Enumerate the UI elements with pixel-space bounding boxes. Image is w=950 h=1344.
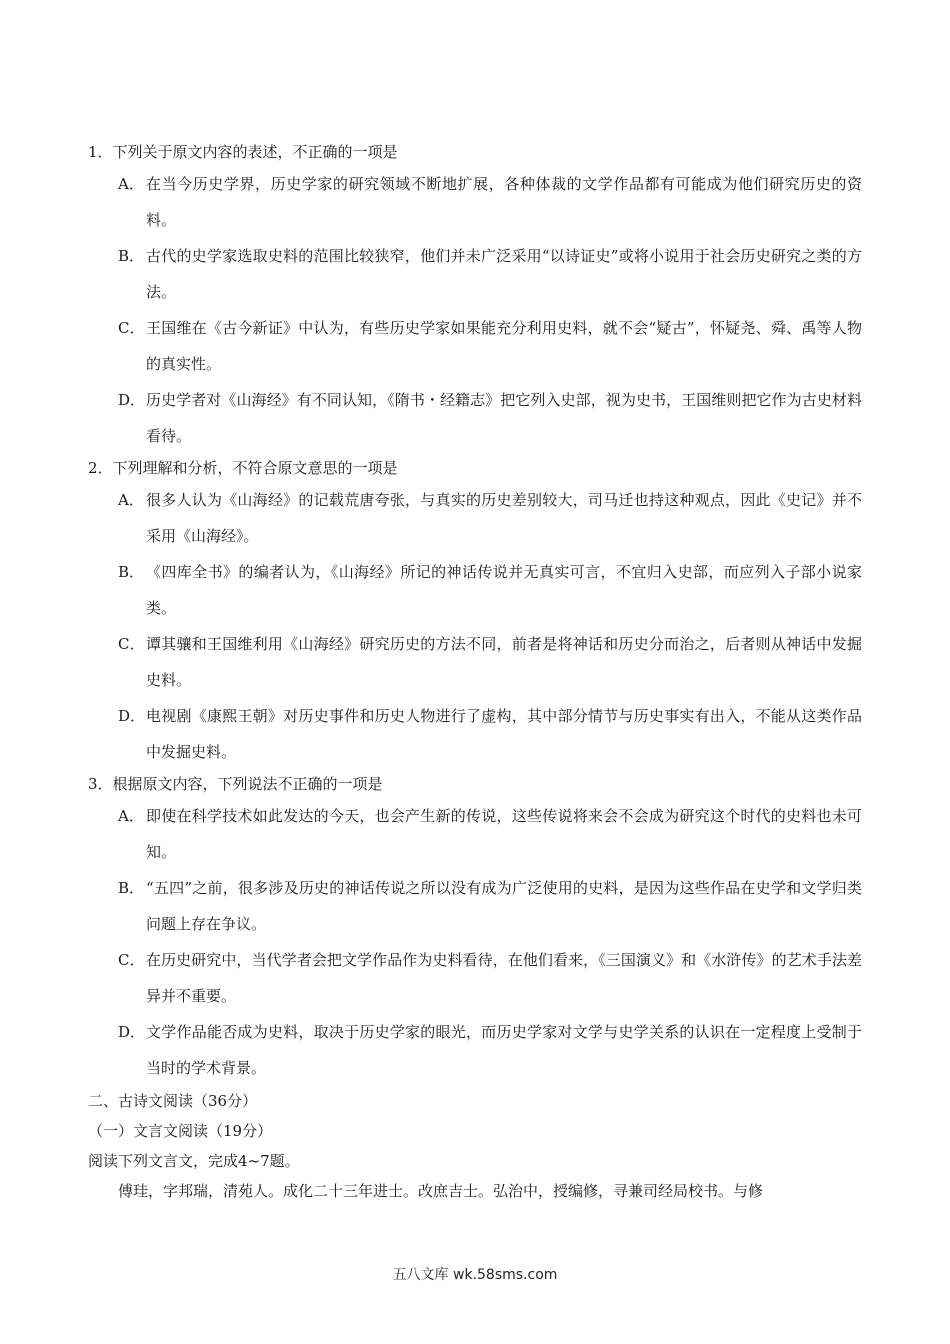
option-b [88, 238, 862, 310]
option-d [88, 382, 862, 454]
option-letter: B． [118, 247, 145, 265]
option-a [88, 482, 862, 554]
question-1 [88, 138, 862, 454]
option-letter: D． [118, 1023, 146, 1041]
option-a [88, 798, 862, 870]
option-letter: C． [118, 635, 145, 653]
option-letter: C． [118, 319, 145, 337]
section-heading: 二、古诗文阅读（36分） [88, 1092, 258, 1110]
option-text: 很多人认为《山海经》的记载荒唐夸张，与真实的历史差别较大，司马迁也持这种观点，因此《史记》并不采用《山海经》。 [146, 491, 862, 545]
footer-watermark: 五八文库 wk.58sms.com [392, 1267, 558, 1283]
question-stem: 2．下列理解和分析，不符合原文意思的一项是 [88, 459, 398, 477]
option-text: 电视剧《康熙王朝》对历史事件和历史人物进行了虚构，其中部分情节与历史事实有出入，不能从这类作品中发掘史料。 [146, 707, 862, 761]
question-3 [88, 770, 862, 1086]
option-text: 即使在科学技术如此发达的今天，也会产生新的传说，这些传说将来会不会成为研究这个时代的史料也未可知。 [146, 807, 862, 861]
option-c [88, 626, 862, 698]
option-text: 在历史研究中，当代学者会把文学作品作为史料看待，在他们看来，《三国演义》和《水浒传》的艺术手法差异并不重要。 [146, 951, 862, 1005]
option-c [88, 942, 862, 1014]
option-letter: B． [118, 563, 145, 581]
option-text: 在当今历史学界，历史学家的研究领域不断地扩展，各种体裁的文学作品都有可能成为他们研究历史的资料。 [146, 175, 862, 229]
option-text: 谭其骧和王国维利用《山海经》研究历史的方法不同，前者是将神话和历史分而治之，后者则从神话中发掘史料。 [146, 635, 862, 689]
section-subheading: （一）文言文阅读（19分） [88, 1122, 273, 1140]
option-c [88, 310, 862, 382]
option-text: 文学作品能否成为史料，取决于历史学家的眼光，而历史学家对文学与史学关系的认识在一定程度上受制于当时的学术背景。 [146, 1023, 862, 1077]
option-letter: A． [118, 175, 144, 193]
option-b [88, 870, 862, 942]
classical-passage: 傅珪，字邦瑞，清苑人。成化二十三年进士。改庶吉士。弘治中，授编修，寻兼司经局校书。与修 [118, 1182, 764, 1200]
option-letter: A． [118, 807, 144, 825]
option-letter: B． [118, 879, 145, 897]
question-stem: 1．下列关于原文内容的表述，不正确的一项是 [88, 143, 398, 161]
option-text: 历史学者对《山海经》有不同认知，《隋书・经籍志》把它列入史部，视为史书，王国维则把它作为古史材料看待。 [146, 391, 862, 445]
option-text: 王国维在《古今新证》中认为，有些历史学家如果能充分利用史料，就不会“疑古”，怀疑尧、舜、禹等人物的真实性。 [146, 319, 862, 373]
option-letter: C． [118, 951, 145, 969]
section-ancient-poetry [88, 1086, 862, 1206]
reading-instruction: 阅读下列文言文，完成4~7题。 [88, 1152, 300, 1170]
question-2 [88, 454, 862, 770]
option-d [88, 698, 862, 770]
option-text: “五四”之前，很多涉及历史的神话传说之所以没有成为广泛使用的史料，是因为这些作品在史学和文学归类问题上存在争议。 [146, 879, 862, 933]
option-d [88, 1014, 862, 1086]
option-text: 古代的史学家选取史料的范围比较狭窄，他们并未广泛采用“以诗证史”或将小说用于社会历史研究之类的方法。 [146, 247, 862, 301]
question-stem: 3．根据原文内容，下列说法不正确的一项是 [88, 775, 383, 793]
option-text: 《四库全书》的编者认为，《山海经》所记的神话传说并无真实可言，不宜归入史部，而应列入子部小说家类。 [146, 563, 862, 617]
option-letter: D． [118, 707, 146, 725]
document-page [88, 138, 862, 1206]
option-b [88, 554, 862, 626]
option-letter: A． [118, 491, 144, 509]
option-a [88, 166, 862, 238]
option-letter: D． [118, 391, 146, 409]
